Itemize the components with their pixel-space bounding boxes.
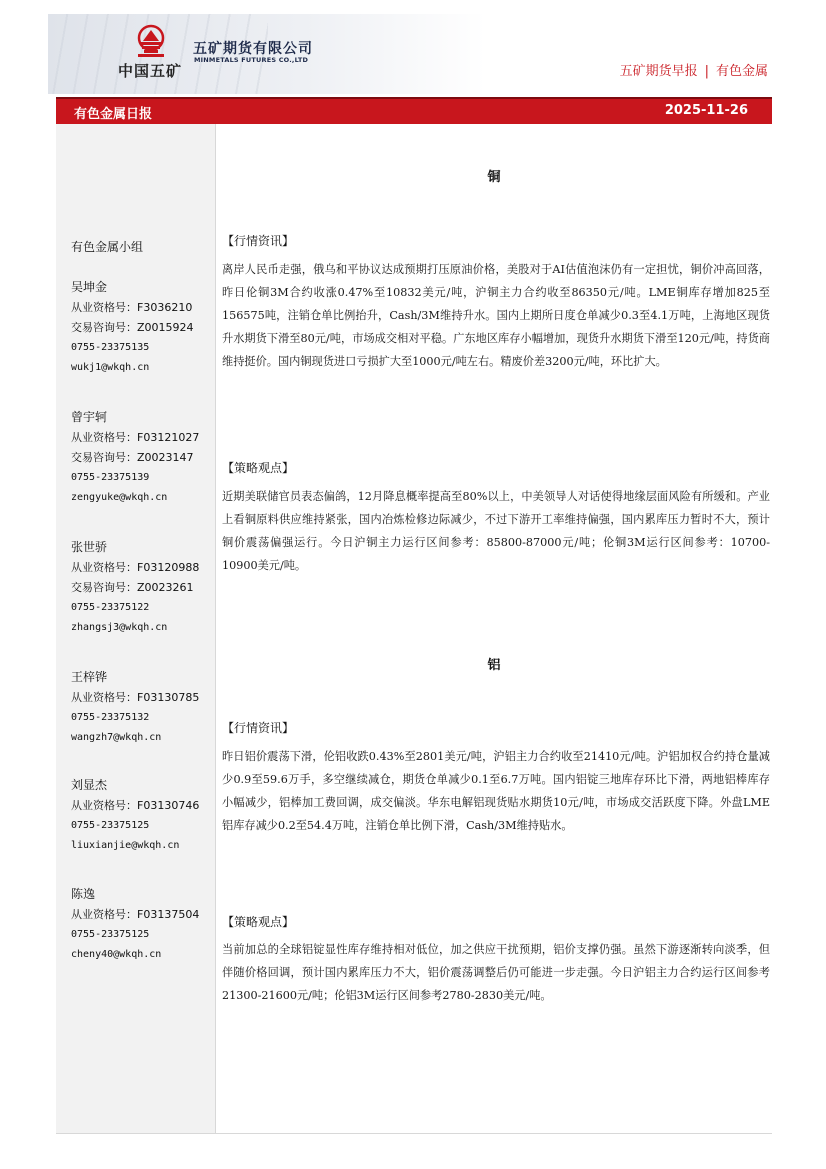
analyst-card: [71, 775, 199, 856]
analyst-phone: 0755-23375122: [71, 602, 150, 613]
copper-market-text: 离岸人民币走强，俄乌和平协议达成预期打压原油价格，美股对于AI估值泡沫仍有一定担忧，铜价冲高回落，昨日伦铜3M合约收涨0.47%至10832美元/吨，沪铜主力合约收至86350元/吨。LME铜库存增加825至156575吨，注销仓单比例抬升，Cash/3M维持升水。国内上期所日度仓单减少0.3至4.1万吨，上海地区现货升水期货下滑至80元/吨，市场成交相对平稳。广东地区库存小幅增加，现货升水期货下滑至120元/吨，持货商维持挺价。国内铜现货进口亏损扩大至1000元/吨左右。精废价差3200元/吨，环比扩大。: [222, 263, 770, 368]
analyst-phone: 0755-23375139: [71, 472, 150, 483]
analyst-email: wukj1@wkqh.cn: [71, 362, 150, 373]
market-info-tag: 【行情资讯】: [222, 721, 295, 735]
page-bottom-divider: [56, 1133, 772, 1134]
analyst-phone: 0755-23375125: [71, 929, 150, 940]
section-title-aluminum: 铝: [487, 658, 501, 673]
analyst-consult-number: 交易咨询号：Z0023261: [71, 581, 194, 594]
analyst-name: 张世骄: [71, 540, 108, 554]
strategy-tag: 【策略观点】: [222, 915, 295, 929]
analyst-email: zhangsj3@wkqh.cn: [71, 622, 168, 633]
analyst-card: [71, 407, 199, 508]
analyst-consult-number: 交易咨询号：Z0015924: [71, 321, 194, 334]
copper-strategy-text: 近期美联储官员表态偏鸽，12月降息概率提高至80%以上，中美领导人对话使得地缘层面风险有所缓和。产业上看铜原料供应维持紧张，国内冶炼检修边际减少，不过下游开工率维持偏强，国内累库压力暂时不大，预计铜价震荡偏强运行。今日沪铜主力运行区间参考：85800-87000元/吨；伦铜3M运行区间参考：10700-10900美元/吨。: [222, 490, 770, 572]
company-name-cn: 五矿期货有限公司: [193, 41, 313, 57]
page-header: [0, 0, 826, 96]
analyst-name: 陈逸: [71, 887, 96, 901]
analyst-email: cheny40@wkqh.cn: [71, 949, 162, 960]
analyst-name: 吴坤金: [71, 280, 108, 294]
logo-text: 中国五矿: [118, 62, 183, 80]
analyst-qualification: 从业资格号：F03120988: [71, 561, 200, 574]
analyst-consult-number: 交易咨询号：Z0023147: [71, 451, 194, 464]
analyst-name: 王梓铧: [71, 670, 108, 684]
analyst-qualification: 从业资格号：F03130746: [71, 799, 200, 812]
analyst-name: 曾宇轲: [71, 410, 108, 424]
section-title-copper: 铜: [487, 170, 501, 185]
title-banner: [56, 97, 772, 124]
analyst-phone: 0755-23375125: [71, 820, 150, 831]
analyst-qualification: 从业资格号：F03130785: [71, 691, 200, 704]
group-title: 有色金属小组: [71, 240, 144, 254]
analyst-qualification: 从业资格号：F03137504: [71, 908, 200, 921]
analyst-card: [71, 884, 199, 965]
banner-date: 2025-11-26: [664, 103, 748, 118]
analyst-card: [71, 667, 199, 748]
analyst-email: liuxianjie@wkqh.cn: [71, 840, 180, 851]
analyst-card: [71, 537, 199, 638]
header-report-label: [620, 60, 768, 79]
report-category: 有色金属: [715, 64, 768, 79]
analyst-email: wangzh7@wkqh.cn: [71, 732, 162, 743]
analyst-qualification: 从业资格号：F3036210: [71, 301, 193, 314]
market-info-tag: 【行情资讯】: [222, 234, 295, 248]
analyst-name: 刘显杰: [71, 778, 108, 792]
report-type: 五矿期货早报: [619, 64, 698, 79]
aluminum-market-text: 昨日铝价震荡下滑，伦铝收跌0.43%至2801美元/吨，沪铝主力合约收至21410元/吨。沪铝加权合约持仓量减少0.9至59.6万手，多空继续减仓，期货仓单减少0.1至6.7万吨。国内铝锭三地库存环比下滑，两地铝棒库存小幅减少，铝棒加工费回调，成交偏淡。华东电解铝现货贴水期货10元/吨，市场成交活跃度下降。外盘LME铝库存减少0.2至54.4万吨，注销仓单比例下滑，Cash/3M维持贴水。: [222, 750, 770, 832]
minmetals-logo-icon: [134, 24, 168, 60]
analyst-phone: 0755-23375132: [71, 712, 150, 723]
analyst-qualification: 从业资格号：F03121027: [71, 431, 200, 444]
company-name-en: MINMETALS FUTURES CO.,LTD: [194, 56, 309, 64]
analyst-card: [71, 277, 194, 378]
header-separator: |: [704, 64, 709, 79]
banner-title: 有色金属日报: [74, 107, 153, 122]
aluminum-strategy-text: 当前加总的全球铝锭显性库存维持相对低位，加之供应干扰预期，铝价支撑仍强。虽然下游逐渐转向淡季，但伴随价格回调，预计国内累库压力不大，铝价震荡调整后仍可能进一步走强。今日沪铝主力合约运行区间参考21300-21600元/吨；伦铝3M运行区间参考2780-2830美元/吨。: [222, 943, 770, 1002]
strategy-tag: 【策略观点】: [222, 461, 295, 475]
analyst-phone: 0755-23375135: [71, 342, 150, 353]
analyst-email: zengyuke@wkqh.cn: [71, 492, 168, 503]
sidebar-divider: [215, 124, 216, 1134]
